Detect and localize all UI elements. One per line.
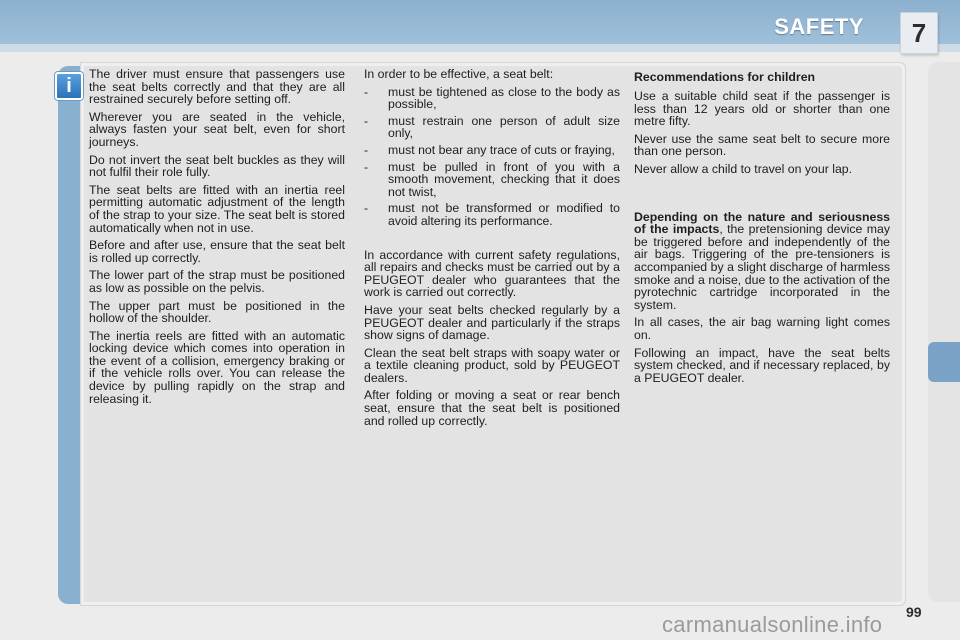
list-item-text: must be tightened as close to the body as possible, [388,84,620,112]
list-item-text: must not be transformed or modified to avoid altering its performance. [388,201,620,228]
chapter-number-tab: 7 [900,12,938,54]
column-children-pretensioners [634,68,890,389]
paragraph: Never use the same seat belt to secure more than one person. [634,131,890,159]
paragraph: Have your seat belts checked regularly by a PEUGEOT dealer and particularly if the straps show signs of damage. [364,302,620,343]
paragraph: Following an impact, have the seat belts system checked, and if necessary replaced, by a PEUGEOT dealer. [634,345,890,385]
list-dash: - [364,159,369,174]
paragraph: The seat belts are fitted with an inertia reel permitting automatic adjustment of the length of the strap to your size. The seat belt is stored automatically when not in use. [89,182,345,235]
paragraph: Do not invert the seat belt buckles as they will not fulfil their role fully. [89,152,345,180]
list-item [364,161,620,199]
list-item [364,144,620,157]
requirements-list [364,86,620,228]
paragraph: Clean the seat belt straps with soapy water or a textile cleaning product, sold by PEUGEOT dealers. [364,345,620,385]
section-title: SAFETY [774,14,864,39]
column-effectiveness [364,68,620,432]
paragraph: The inertia reels are fitted with an automatic locking device which comes into operation in the event of a collision, emergency braking or if the vehicle rolls over. You can release the device by pulling rapidly on the strap and releasing it. [89,328,345,406]
list-item [364,202,620,227]
paragraph: The upper part must be positioned in the hollow of the shoulder. [89,298,345,326]
paragraph: After folding or moving a seat or rear bench seat, ensure that the seat belt is positioned and rolled up correctly. [364,388,620,428]
list-item [364,115,620,140]
info-icon: i [55,72,83,100]
column-general-advice [89,68,345,410]
pretensioner-paragraph [634,211,890,312]
children-heading: Recommendations for children [634,70,816,84]
list-item [364,86,620,111]
spacer [364,233,620,249]
list-item-text: must be pulled in front of you with a smooth movement, checking that it does not twist, [388,159,620,199]
pretensioner-lead: Depending on the nature and seriousness of the impacts [634,209,890,237]
list-dash: - [364,113,369,128]
pretensioner-text: , the pretensioning device may be triggered before and independently of the air bags. Triggering of the pre-tensioners is accompanied by a slight discharge of harmless smoke and a noise, due to the activation of the pyrotechnic cartridge incorporated in the system. [634,222,890,312]
list-dash: - [364,84,369,99]
page-number: 99 [906,604,922,620]
list-dash: - [364,142,369,157]
paragraph: Never allow a child to travel on your lap. [634,161,853,176]
paragraph: Use a suitable child seat if the passenger is less than 12 years old or shorter than one metre fifty. [634,89,890,129]
info-side-bar [58,66,80,604]
chapter-index-tab [928,342,960,382]
chapter-index-strip [928,62,960,602]
paragraph: The driver must ensure that passengers use the seat belts correctly and that they are all restrained securely before setting off. [89,67,345,107]
spacer [634,181,890,211]
watermark: carmanualsonline.info [662,612,883,637]
paragraph: In all cases, the air bag warning light comes on. [634,315,890,342]
header-band-shadow [0,44,960,52]
paragraph: In accordance with current safety regulations, all repairs and checks must be carried out by a PEUGEOT dealer who guarantees that the work is carried out correctly. [364,247,620,300]
paragraph: The lower part of the strap must be positioned as low as possible on the pelvis. [89,268,345,295]
list-dash: - [364,201,369,216]
list-intro: In order to be effective, a seat belt: [364,67,554,81]
paragraph: Wherever you are seated in the vehicle, always fasten your seat belt, even for short journeys. [89,109,345,149]
list-item-text: must not bear any trace of cuts or fraying, [388,142,615,157]
list-item-text: must restrain one person of adult size only, [388,113,620,141]
paragraph: Before and after use, ensure that the seat belt is rolled up correctly. [89,238,345,265]
